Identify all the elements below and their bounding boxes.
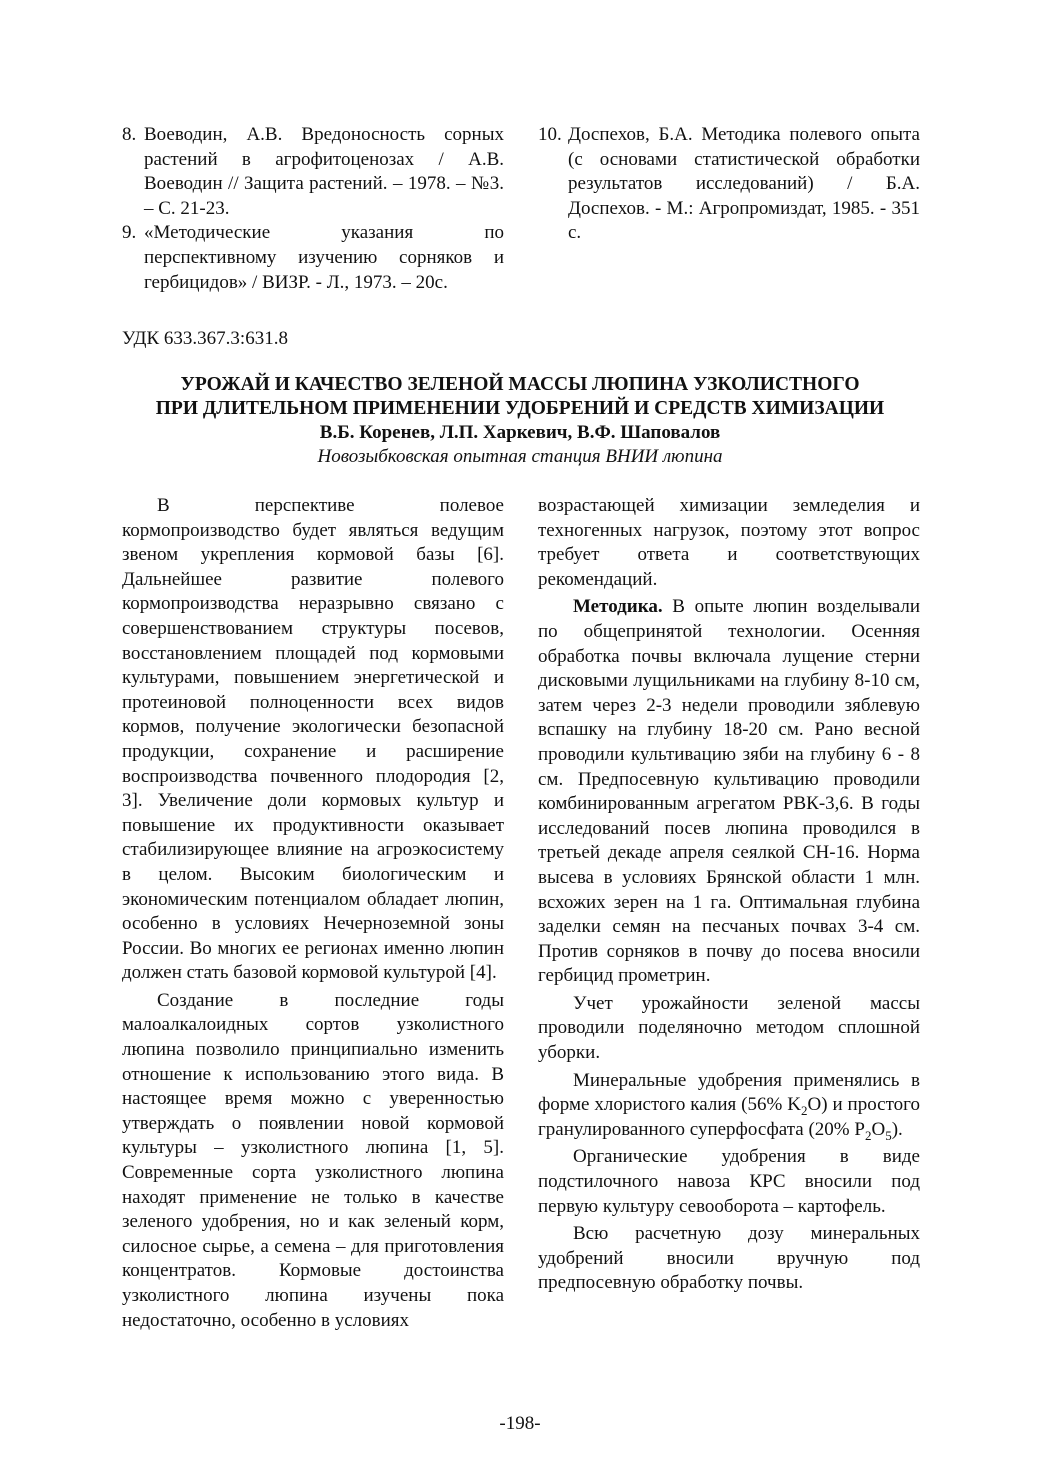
paragraph-text: В опыте люпин возделывали по общепринятой технологии. Осенняя обработка почвы включала лущение стерни дисковыми лущильниками на глубину 8-10 см, затем через 2-3 недели проводили зяблевую вспашку на глубину 18-20 см. Рано весной проводили культивацию зяби на глубину 6 - 8 см. Предпосевную культивацию проводили комбинированным агрегатом РВК-3,6. В годы исследований посев люпина проводился в третьей декаде апреля сеялкой СН-16. Норма высева в условиях Брянской области 1 млн. всхожих зерен на 1 га. Оптимальная глубина заделки семян на песчаных почвах 3-4 см. Против сорняков в почву до посева вносили гербицид прометрин. bbox=[538, 596, 920, 987]
reference-text: Доспехов, Б.А. Методика полевого опыта (с основами статистической обработки результатов исследований) / Б.А. Доспехов. - М.: Агропромиздат, 1985. - 351 с. bbox=[568, 124, 920, 244]
article-title-line-1: УРОЖАЙ И КАЧЕСТВО ЗЕЛЕНОЙ МАССЫ ЛЮПИНА УЗКОЛИСТНОГО bbox=[180, 374, 860, 395]
paragraph: В перспективе полевое кормопроизводство будет являться ведущим звеном укрепления кормовой базы [6]. Дальнейшее развитие полевого кормопроизводства неразрывно связано с совершенствованием структуры посевов, восстановлением площадей под кормовыми культурами, повышением энергетической и протеиновой полноценности всех видов кормов, получение экологически безопасной продукции, сохранение и расширение воспроизводства почвенного плодородия [2, 3]. Увеличение доли кормовых культур и повышение их продуктивности оказывает стабилизирующее влияние на агроэкосистему в целом. Высоким биологическим и экономическим потенциалом обладает люпин, особенно в условиях Нечерноземной зоны России. Во многих ее регионах именно люпин должен стать базовой кормовой культурой [4]. bbox=[122, 495, 504, 984]
paragraph: Учет урожайности зеленой массы проводили поделяночно методом сплошной уборки. bbox=[538, 992, 920, 1064]
paragraph: Всю расчетную дозу минеральных удобрений вносили вручную под предпосевную обработку почвы. bbox=[538, 1223, 920, 1294]
article-affiliation: Новозыбковская опытная станция ВНИИ люпина bbox=[317, 446, 723, 467]
body-column-left bbox=[122, 494, 504, 1336]
body-column-right bbox=[538, 494, 920, 1299]
paragraph: возрастающей химизации земледелия и техногенных нагрузок, поэтому этот вопрос требует ответа и соответствующих рекомендаций. bbox=[538, 495, 920, 590]
reference-item bbox=[538, 123, 920, 246]
text-run: O) и простого гранулированного суперфосфата (20% P bbox=[538, 1094, 920, 1140]
text-run: ). bbox=[891, 1118, 903, 1140]
subscript: 2 bbox=[864, 1127, 872, 1143]
paragraph: Органические удобрения в виде подстилочного навоза КРС вносили под первую культуру севооборота – картофель. bbox=[538, 1146, 920, 1217]
text-run: O bbox=[871, 1118, 886, 1140]
reference-text: «Методические указания по перспективному изучению сорняков и гербицидов» / ВИЗР. - Л., 1973. – 20с. bbox=[144, 222, 504, 293]
subscript: 2 bbox=[800, 1103, 808, 1119]
section-run-in-heading: Методика. bbox=[573, 596, 663, 618]
article-title-line-2: ПРИ ДЛИТЕЛЬНОМ ПРИМЕНЕНИИ УДОБРЕНИЙ И СРЕДСТВ ХИМИЗАЦИИ bbox=[155, 398, 885, 419]
paragraph-methods bbox=[538, 595, 920, 989]
article-authors: В.Б. Коренев, Л.П. Харкевич, В.Ф. Шаповалов bbox=[319, 422, 721, 443]
reference-number: 10. bbox=[538, 124, 562, 145]
reference-item bbox=[122, 123, 504, 221]
subscript: 5 bbox=[885, 1127, 892, 1143]
page-number: -198- bbox=[499, 1413, 541, 1434]
paragraph-fertilizers bbox=[538, 1069, 920, 1143]
reference-column-right bbox=[538, 123, 920, 246]
reference-number: 9. bbox=[122, 222, 137, 244]
udk-code: УДК 633.367.3:631.8 bbox=[122, 328, 288, 349]
reference-item bbox=[122, 221, 504, 295]
reference-column-left bbox=[122, 123, 504, 295]
text-run: Минеральные удобрения применялись в форме хлористого калия (56% K bbox=[538, 1069, 920, 1116]
article-header bbox=[100, 373, 940, 469]
reference-text: Воеводин, А.В. Вредоносность сорных растений в агрофитоценозах / А.В. Воеводин // Защита растений. – 1978. – №3. – С. 21-23. bbox=[144, 124, 504, 219]
paragraph: Создание в последние годы малоалкалоидных сортов узколистного люпина позволило принципиально изменить отношение к использованию этого вида. В настоящее время можно с уверенностью утверждать о появлении новой кормовой культуры – узколистного люпина [1, 5]. Современные сорта узколистного люпина находят применение не только в качестве зеленого удобрения, но и как зеленый корм, силосное сырье, а семена – для приготовления концентратов. Кормовые достоинства узколистного люпина изучены пока недостаточно, особенно в условиях bbox=[122, 989, 504, 1331]
reference-number: 8. bbox=[122, 124, 137, 145]
